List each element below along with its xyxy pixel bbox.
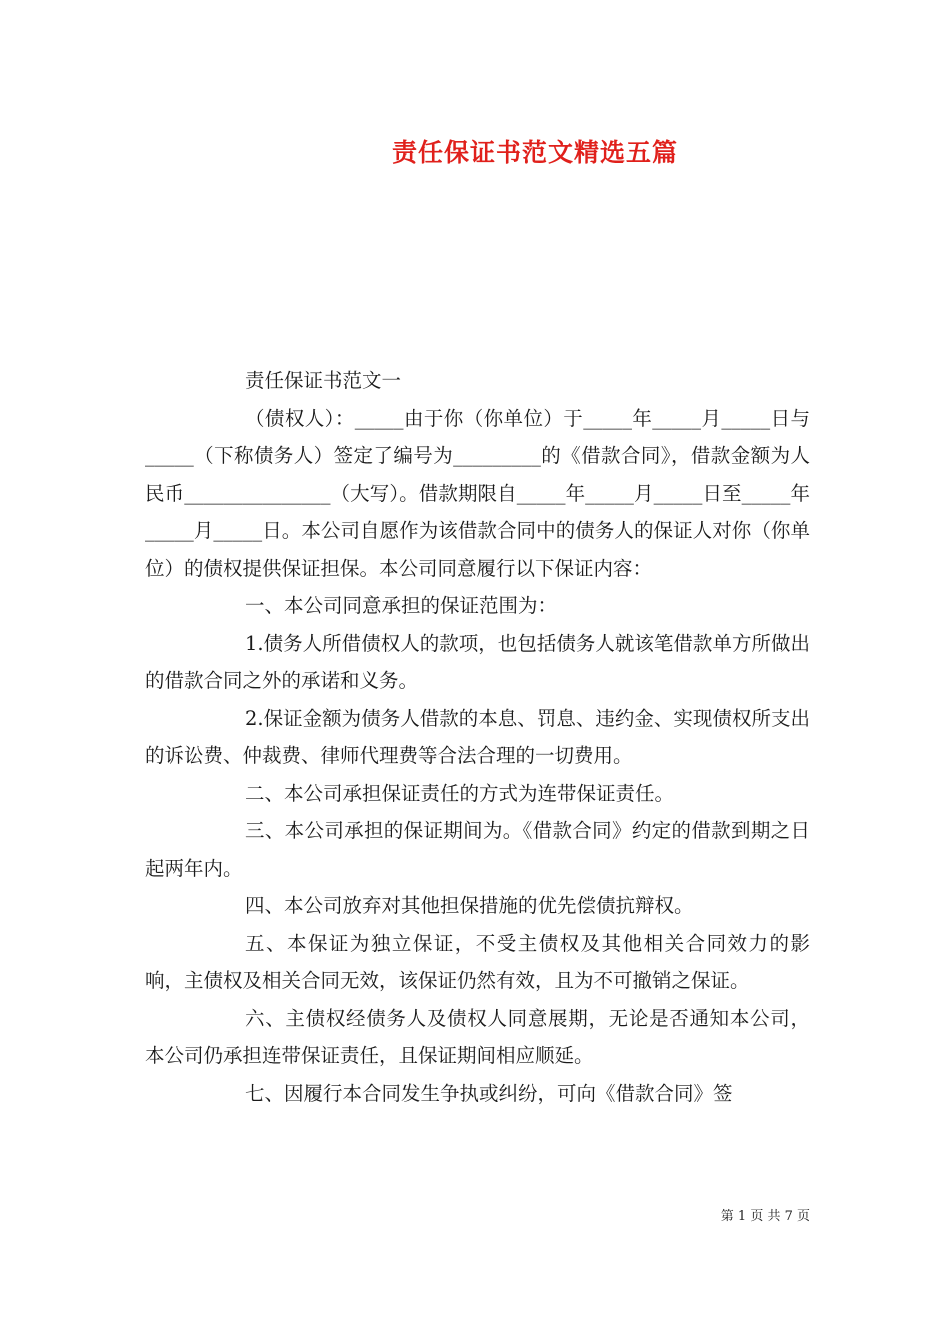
paragraph: 七、因履行本合同发生争执或纠纷，可向《借款合同》签 xyxy=(245,1081,733,1105)
page-footer: 第 1 页 共 7 页 xyxy=(720,1209,810,1224)
paragraph: 一、本公司同意承担的保证范围为： xyxy=(245,594,558,617)
paragraph: 六、主债权经债务人及债权人同意展期，无论是否通知本公司，本公司仍承担连带保证责任，且保证期间相应顺延。 xyxy=(145,1006,810,1067)
paragraph: 四、本公司放弃对其他担保措施的优先偿债抗辩权。 xyxy=(245,894,694,917)
paragraph: 1.债务人所借债权人的款项，也包括债务人就该笔借款单方所做出的借款合同之外的承诺和义务。 xyxy=(145,631,810,692)
document-body xyxy=(145,362,810,1112)
section-heading: 责任保证书范文一 xyxy=(245,369,402,392)
paragraph: （债权人）：_____由于你（你单位）于_____年_____月_____日与_____（下称债务人）签定了编号为_________的《借款合同》，借款金额为人民币_______________（大写）。借款期限自_____年_____月_____日至_____年_____月_____日。本公司自愿作为该借款合同中的债务人的保证人对你（你单位）的债权提供保证担保。本公司同意履行以下保证内容： xyxy=(145,406,810,580)
paragraph: 二、本公司承担保证责任的方式为连带保证责任。 xyxy=(245,781,675,805)
paragraph: 2.保证金额为债务人借款的本息、罚息、违约金、实现债权所支出的诉讼费、仲裁费、律师代理费等合法合理的一切费用。 xyxy=(145,706,810,767)
paragraph: 三、本公司承担的保证期间为。《借款合同》约定的借款到期之日起两年内。 xyxy=(145,819,810,880)
paragraph: 五、本保证为独立保证，不受主债权及其他相关合同效力的影响，主债权及相关合同无效，该保证仍然有效，且为不可撤销之保证。 xyxy=(145,931,810,992)
document-title: 责任保证书范文精选五篇 xyxy=(391,138,678,167)
